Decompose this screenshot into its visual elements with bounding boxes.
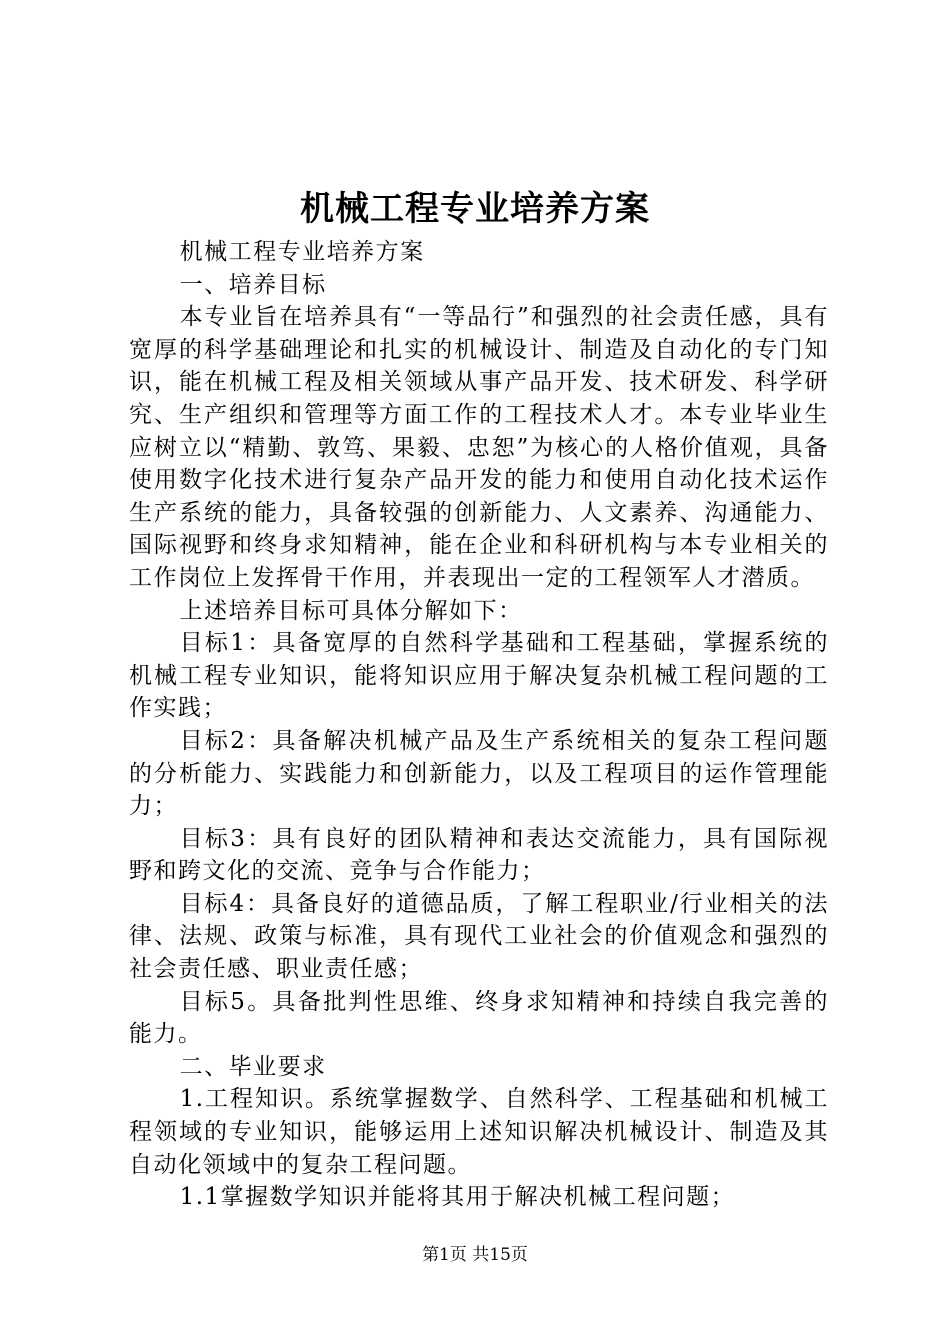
section-heading-goals: 一、培养目标 (179, 271, 327, 298)
paragraph-requirement-1-1: 1.1掌握数学知识并能将其用于解决机械工程问题； (179, 1184, 736, 1211)
paragraph-goal-4: 目标4：具备良好的道德品质，了解工程职业/行业相关的法律、法规、政策与标准，具有现代工业社会的价值观念和强烈的社会责任感、职业责任感； (129, 890, 829, 983)
paragraph-goal-1: 目标1：具备宽厚的自然科学基础和工程基础，掌握系统的机械工程专业知识，能将知识应用于解决复杂机械工程问题的工作实践； (129, 630, 829, 722)
paragraph-goal-intro: 本专业旨在培养具有“一等品行”和强烈的社会责任感，具有宽厚的科学基础理论和扎实的机械设计、制造及自动化的专门知识，能在机械工程及相关领域从事产品开发、技术研发、科学研究、生产组织和管理等方面工作的工程技术人才。本专业毕业生应树立以“精勤、敦笃、果毅、忠恕”为核心的人格价值观，具备使用数字化技术进行复杂产品开发的能力和使用自动化技术运作生产系统的能力，具备较强的创新能力、人文素养、沟通能力、国际视野和终身求知精神，能在企业和科研机构与本专业相关的工作岗位上发挥骨干作用，并表现出一定的工程领军人才潜质。 (129, 304, 829, 591)
paragraph-goal-5: 目标5。具备批判性思维、终身求知精神和持续自我完善的能力。 (129, 988, 829, 1048)
paragraph-goal-breakdown: 上述培养目标可具体分解如下： (179, 597, 523, 624)
paragraph-subtitle: 机械工程专业培养方案 (179, 239, 425, 265)
section-heading-requirements: 二、毕业要求 (179, 1053, 327, 1080)
document-title: 机械工程专业培养方案 (300, 189, 650, 229)
paragraph-requirement-1: 1.工程知识。系统掌握数学、自然科学、工程基础和机械工程领域的专业知识，能够运用上述知识解决机械设计、制造及其自动化领域中的复杂工程问题。 (129, 1086, 829, 1178)
page-footer: 第1页 共15页 (422, 1245, 528, 1265)
paragraph-goal-3: 目标3：具有良好的团队精神和表达交流能力，具有国际视野和跨文化的交流、竞争与合作能力； (129, 825, 829, 885)
paragraph-goal-2: 目标2：具备解决机械产品及生产系统相关的复杂工程问题的分析能力、实践能力和创新能力，以及工程项目的运作管理能力； (129, 727, 829, 820)
document-body (129, 236, 829, 1214)
